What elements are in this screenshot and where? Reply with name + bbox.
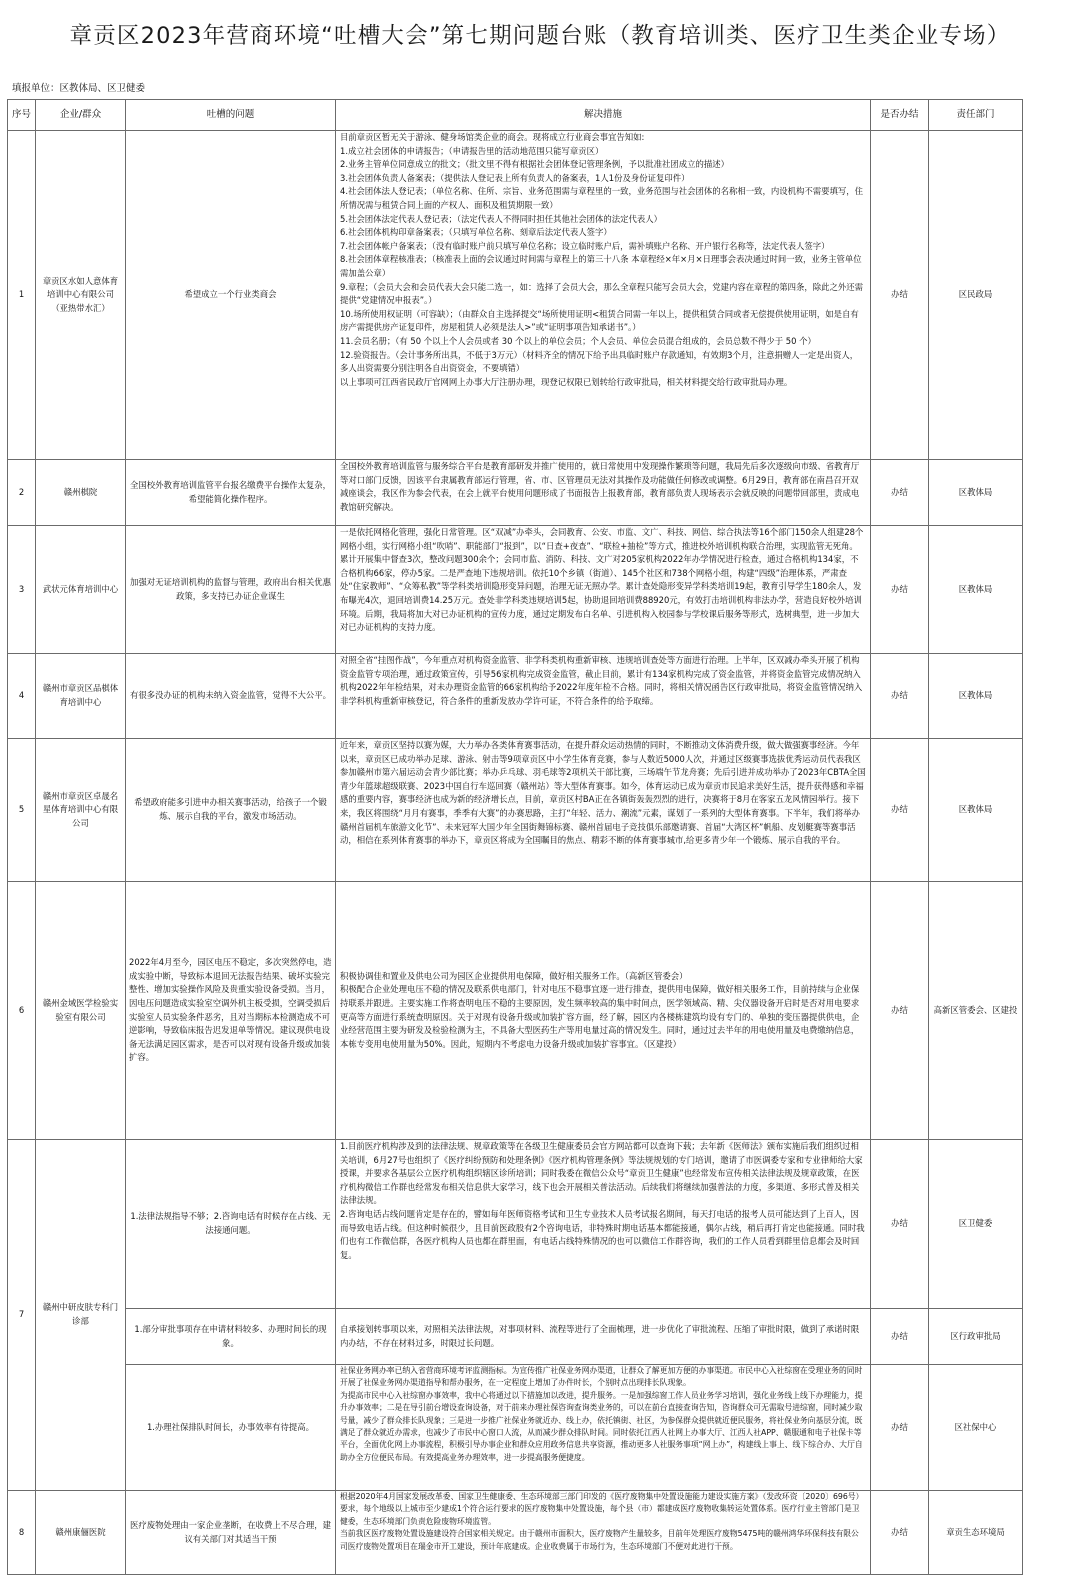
row-done: 办结 <box>871 1365 929 1491</box>
row-company: 赣州中研皮肤专科门诊部 <box>36 1140 126 1491</box>
row-dept: 区教体局 <box>929 739 1023 882</box>
issue-ledger-table <box>7 99 1023 1575</box>
row-no: 5 <box>8 739 36 882</box>
row-company: 章贡区水如人意体育培训中心有限公司（亚热带水汇） <box>36 131 126 460</box>
row-dept: 区卫健委 <box>929 1140 1023 1309</box>
row-solution <box>336 460 871 526</box>
row-solution <box>336 882 871 1140</box>
row-done: 办结 <box>871 1309 929 1365</box>
table-row <box>8 526 1023 654</box>
row-issue: 1.法律法规指导不够；2.咨询电话有时候存在占线、无法接通问题。 <box>126 1140 336 1309</box>
solution-text: 全国校外教育培训监管与服务综合平台是教育部研发并推广使用的，就日常使用中发现操作繁琐等问题，我局先后多次逐级向市级、省教育厅等对口部门反馈，因该平台隶属教育部运行管理，省、市、区管理员无法对其操作及功能做任何修改或调整。6月29日，教育部在南昌召开双减座谈会，我区作为参会代表，在会上就平台使用问题形成了书面报告上报教育部，教育部负责人现场表示会就反映的问题带回部里，责成电教馆研究解决。 <box>340 461 860 512</box>
row-issue: 希望政府能多引进申办相关赛事活动，给孩子一个锻炼、展示自我的平台，激发市场活动。 <box>126 739 336 882</box>
header-no: 序号 <box>8 100 36 131</box>
row-issue: 全国校外教育培训监管平台报名缴费平台操作太复杂，希望能简化操作程序。 <box>126 460 336 526</box>
row-no: 4 <box>8 654 36 739</box>
row-dept: 区民政局 <box>929 131 1023 460</box>
row-solution <box>336 526 871 654</box>
row-issue: 2022年4月至今，园区电压不稳定，多次突然停电，造成实验中断，导致标本退回无法报告结果、破坏实验完整性、增加实验操作风险及贵重实验设备受损。当月，因电压问题造成实验室空调外机主板受损，空调受损后实验室人员实验条件恶劣，且对当期标本检测造成不可逆影响，导致临床报告迟发退单等情况。建议现供电设备无法满足园区需求，是否可以对现有设备升级或加装扩容。 <box>126 882 336 1140</box>
row-company: 赣州金域医学检验实验室有限公司 <box>36 882 126 1140</box>
table-row <box>8 739 1023 882</box>
row-solution <box>336 1491 871 1575</box>
row-done: 办结 <box>871 131 929 460</box>
table-row <box>8 654 1023 739</box>
row-dept: 区教体局 <box>929 526 1023 654</box>
solution-text: 一是依托网格化管理，强化日常管理。区“双减”办牵头，会同教育、公安、市监、文广、科技、网信、综合执法等16个部门150余人组建28个网格小组，实行网格小组“吹哨”、职能部门“报到”，以“日查+夜查”、“联检+抽检”等方式，推进校外培训机构联合治理，实现监管无死角。累计开展集中督查3次，整改问题300余个；会同市监、消防、科技、文广对205家机构2022年办学情况进行检查，通过合格机构134家，不合格机构66家，停办5家。二是严查地下违规培训。依托10个乡镇（街道）、145个社区和738个网格小组，构建“四级”治理体系，严肃查处“住家教师”、“众筹私教”等学科类培训隐形变异问题，治理无证无照办学。累计查处隐形变异学科类培训19起，教育引导学生180余人，发布曝光4次，退回培训费14.25万元。查处非学科类违规培训5起，协助退回培训费88920元，有效打击培训机构非法办学，营造良好校外培训环境。后期，我局将加大对已办证机构的宣传力度，通过定期发布白名单、引进机构入校园参与学校课后服务等形式，选树典型，进一步加大对已办证机构的支持力度。 <box>340 527 864 633</box>
row-solution <box>336 1140 871 1309</box>
row-done: 办结 <box>871 460 929 526</box>
row-issue: 1.部分审批事项存在申请材料较多、办理时间长的现象。 <box>126 1309 336 1365</box>
table-row <box>8 1140 1023 1309</box>
solution-text: 社保业务网办率已纳入省营商环境考评监测指标。为宣传推广社保业务网办渠道，让群众了解更加方便的办事渠道。市民中心入社综窗在受理业务的同时开展了社保业务网办渠道指导和帮办服务，在一定程度上增加了办件时长，个别时点出现排长队现象。 为提高市民中心入社综窗办事效率，我中心将通过以下措施加以改进，提升服务。一是加强综窗工作人员业务学习培训，强化业务线上线下办理能力，提升办事效率；二是在导引前台增设查询设备，对于前来办理社保咨询查询类业务的，可以在前台直接查询告知，咨询群众可无需取号进综窗，同时减少取号量，减少了群众排长队现象；三是进一步推广社保业务就近办、线上办，依托镇街、社区，为参保群众提供就近便民服务，将社保业务向基层分流，既满足了群众就近办需求，也减少了市民中心窗口人流，从而减少群众排队时间。同时依托江西人社网上办事大厅、江西人社APP、赣服通和电子社保卡等平台，全面优化网上办事流程，积极引导办事企业和群众应用政务信息共享资源，推动更多人社服务事项“网上办”，构建线上事上、线下综合办、大厅自助办全方位便民布局。有效提高业务办理效率，进一步提高服务便捷度。 <box>340 1366 863 1462</box>
table-row <box>8 1491 1023 1575</box>
solution-text: 目前章贡区暂无关于游泳、健身场馆类企业的商会。现将成立行业商会事宜告知如: 1.成立社会团体的申请报告；（申请报告里的活动地范围只能写章贡区） 2.业务主管单位同意成立的批文；（批文里不得有根据社会团体登记管理条例，予以批准社团成立的描述） 3.社会团体负责人备案表；（提供法人登记表上所有负责人的备案表，1人1份及身份证复印件） 4.社会团体法人登记表；（单位名称、住所、宗旨、业务范围需与章程里的一致，业务范围与社会团体的名称相一致，内设机构不需要填写，住所情况需与租赁合同上面的产权人、面积及租赁期限一致） 5.社会团体法定代表人登记表；（法定代表人不得同时担任其他社会团体的法定代表人） 6.社会团体机构印章备案表；（只填写单位名称、刻章后法定代表人签字） 7.社会团体帐户备案表；（没有临时账户前只填写单位名称；设立临时账户后，需补填账户名称、开户银行名称等，法定代表人签字） 8.社会团体章程核准表；（核准表上面的会议通过时间需与章程上的第三十八条 本章程经×年×月×日理事会表决通过时间一致，业务主管单位需加盖公章） 9.章程；（会员大会和会员代表大会只能二选一，如：选择了会员大会，那么全章程只能写会员大会，党建内容在章程的第四条，除此之外还需提供“党建情况申报表”。） 10.场所使用权证明（可容缺）；（由群众自主选择提交“场所使用证明<租赁合同需一年以上，提供租赁合同或者无偿提供使用证明，如是自有房产需提供房产证复印件，房屋租赁人必须是法人>”或“证明事项告知承诺书”。） 11.会员名册；（有 50 个以上个人会员或者 30 个以上的单位会员；个人会员、单位会员混合组成的，会员总数不得少于 50 个） 12.验资报告。（会计事务所出具，不低于3万元）（材料齐全的情况下给予出具临时账户存款通知，有效期3个月，注意捐赠人一定是出资人，多人出资需要分别注明各自出资资金，不要填错） 以上事项可江西省民政厅官网网上办事大厅注册办理，现登记权限已划转给行政审批局，相关材料提交给行政审批局办理。 <box>340 132 864 387</box>
reporting-unit: 填报单位：区教体局、区卫健委 <box>12 83 146 94</box>
row-done: 办结 <box>871 882 929 1140</box>
row-dept: 区教体局 <box>929 654 1023 739</box>
row-no: 6 <box>8 882 36 1140</box>
row-done: 办结 <box>871 1140 929 1309</box>
solution-text: 根据2020年4月国家发展改革委、国家卫生健康委、生态环境部三部门印发的《医疗废物集中处置设施能力建设实施方案》（发改环资〔2020〕696号）要求，每个地级以上城市至少建成1个符合运行要求的医疗废物集中处置设施，每个县（市）都建成医疗废物收集转运处置体系。医疗行业主管部门是卫健委，生态环境部门负责危险废物环境监管。 当前我区医疗废物处置设施建设符合国家相关规定。由于赣州市面积大，医疗废物产生量较多，目前年处理医疗废物5475吨的赣州鸿华环保科技有限公司医疗废物处置项目在瑞金市开工建设，预计年底建成。企业收费属于市场行为，生态环境部门不便对此进行干预。 <box>340 1492 864 1551</box>
row-done: 办结 <box>871 654 929 739</box>
row-issue: 加强对无证培训机构的监督与管理，政府出台相关优惠政策，多支持已办证企业谋生 <box>126 526 336 654</box>
table-row <box>8 460 1023 526</box>
table-row <box>8 1365 1023 1491</box>
header-issue: 吐槽的问题 <box>126 100 336 131</box>
solution-text: 积极协调佳和置业及供电公司为园区企业提供用电保障，做好相关服务工作。（高新区管委会） 积极配合企业处理电压不稳的情况及联系供电部门，针对电压不稳事宜逐一进行排查，提供用电保障，做好相关服务工作，目前持续与企业保持联系并跟进。主要实施工作将查明电压不稳的主要原因，发生频率较高的集中时间点，医学领域高、精、尖仪器设备开启时是否对用电要求更高等方面进行系统查明原因。关于对现有设备升级或加装扩容方面，经了解，园区内各楼栋建筑均设有专门的、单独的变压器提供供电，企业经营范围主要为研发及检验检测为主，不具备大型医药生产等用电量过高的情况发生。同时，通过过去半年的用电使用量及电费缴纳信息，本栋专变用电使用量为50%。因此，短期内不考虑电力设备升级或加装扩容事宜。（区建投） <box>340 970 860 1049</box>
header-dept: 责任部门 <box>929 100 1023 131</box>
table-row <box>8 882 1023 1140</box>
row-issue: 有很多没办证的机构未纳入资金监管，觉得不大公平。 <box>126 654 336 739</box>
row-solution <box>336 654 871 739</box>
row-no: 2 <box>8 460 36 526</box>
row-dept: 章贡生态环境局 <box>929 1491 1023 1575</box>
header-solution: 解决措施 <box>336 100 871 131</box>
row-dept: 区行政审批局 <box>929 1309 1023 1365</box>
row-company: 武状元体育培训中心 <box>36 526 126 654</box>
row-no: 3 <box>8 526 36 654</box>
row-done: 办结 <box>871 526 929 654</box>
solution-text: 自承接划转事项以来，对照相关法律法规，对事项材料、流程等进行了全面梳理，进一步优化了审批流程、压缩了审批时限，做到了承诺时限内办结，不存在材料过多，时限过长问题。 <box>340 1323 860 1348</box>
row-dept: 区社保中心 <box>929 1365 1023 1491</box>
row-done: 办结 <box>871 739 929 882</box>
row-dept: 高新区管委会、区建投 <box>929 882 1023 1140</box>
row-dept: 区教体局 <box>929 460 1023 526</box>
row-company: 赣州市章贡区品棋体育培训中心 <box>36 654 126 739</box>
row-company: 赣州康俪医院 <box>36 1491 126 1575</box>
row-done: 办结 <box>871 1491 929 1575</box>
row-issue: 医疗废物处理由一家企业垄断，在收费上不尽合理，建议有关部门对其适当干预 <box>126 1491 336 1575</box>
header-company: 企业/群众 <box>36 100 126 131</box>
row-issue: 希望成立一个行业类商会 <box>126 131 336 460</box>
header-row <box>8 100 1023 131</box>
page-title: 章贡区2023年营商环境“吐槽大会”第七期问题台账（教育培训类、医疗卫生类企业专场） <box>69 23 1011 49</box>
row-issue: 1.办理社保排队时间长，办事效率有待提高。 <box>126 1365 336 1491</box>
row-company: 赣州市章贡区卓晟名星体育培训中心有限公司 <box>36 739 126 882</box>
row-solution <box>336 1309 871 1365</box>
table-row <box>8 131 1023 460</box>
row-solution <box>336 131 871 460</box>
solution-text: 对照全省“挂图作战”，今年重点对机构资金监管、非学科类机构重新审核、违规培训查处等方面进行治理。上半年，区双减办牵头开展了机构资金监管专项治理，通过政策宣传，引导56家机构完成资金监管，截止目前，累计有134家机构完成了资金监管，并将资金监管完成情况纳入机构2022年年检结果，对未办理资金监管的66家机构给予2022年度年检不合格。同时，将相关情况函告区行政审批局，将资金监管情况纳入非学科机构重新审核登记，符合条件的重新发放办学许可证，不符合条件的给予取缔。 <box>340 655 863 706</box>
row-solution <box>336 1365 871 1491</box>
solution-text: 1.目前医疗机构涉及到的法律法规、规章政策等在各级卫生健康委员会官方网站都可以查询下载；去年新《医师法》颁布实施后我们组织过相关培训，6月27号也组织了《医疗纠纷预防和处理条例》《医疗机构管理条例》等法规规划的专门培训，邀请了市医调委专家和专业律师给大家授课，并要求各基层公立医疗机构组织辖区诊所培训；同时我委在微信公众号“章贡卫生健康”也经常发布宣传相关法律法规及规章政策，在医疗机构微信工作群也经常发布相关信息供大家学习，线下也会开展相关普法活动。后续我们将继续加强普法的力度，多渠道、多形式普及相关法律法规。 2.咨询电话占线问题肯定是存在的，譬如每年医师资格考试和卫生专业技术人员考试报名期间，每天打电话的报考人员可能达到了上百人，因而导致电话占线。但这种时候很少，且目前医政股有2个咨询电话，非特殊时期电话基本都能接通，偶尔占线，稍后再打肯定也能接通。同时我们也有工作微信群，各医疗机构人员也都在群里面，有电话占线特殊情况的也可以微信工作群咨询，我们的工作人员看到群里信息都会及时回复。 <box>340 1141 865 1260</box>
row-company: 赣州棋院 <box>36 460 126 526</box>
row-solution <box>336 739 871 882</box>
table-row <box>8 1309 1023 1365</box>
header-done: 是否办结 <box>871 100 929 131</box>
row-no: 8 <box>8 1491 36 1575</box>
row-no: 7 <box>8 1140 36 1491</box>
row-no: 1 <box>8 131 36 460</box>
solution-text: 近年来，章贡区坚持以赛为媒，大力举办各类体育赛事活动，在提升群众运动热情的同时，不断推动文体消费升级，做大做强赛事经济。今年以来，章贡区已成功举办足球、游泳、射击等9项章贡区中小学生体育竞赛，参与人数近5000人次，并通过区级赛事选拔优秀运动员代表我区参加赣州市第六届运动会青少部比赛；举办乒乓球、羽毛球等2项机关干部比赛，三场端午节龙舟赛；先后引进并成功举办了2023年CBTA全国青少年篮球超级联赛、2023中国自行车巡回赛（赣州站）等大型体育赛事。如今，体育运动已成为章贡市民追求美好生活，提升获得感和幸福感的重要内容，赛事经济也成为新的经济增长点，目前，章贡区村BA正在各镇街轰轰烈烈的进行，决赛将于8月在客家五龙风情园举行。接下来，我区将围绕“月月有赛事，季季有大赛”的办赛思路，主打“年轻、活力、潮流”元素，谋划了一系列的大型体育赛事。下半年，我们将举办赣州首届机车旅游文化节”、未来冠军大国少年全国街舞锦标赛、赣州首届电子竞技俱乐部邀请赛、首届“大湾区杯”帆船、皮划艇赛等赛事活动，相信在系列体育赛事的举办下，章贡区将成为全国瞩目的焦点、精彩不断的体育赛事城市,给更多青少年一个锻炼、展示自我的平台。 <box>340 740 866 846</box>
